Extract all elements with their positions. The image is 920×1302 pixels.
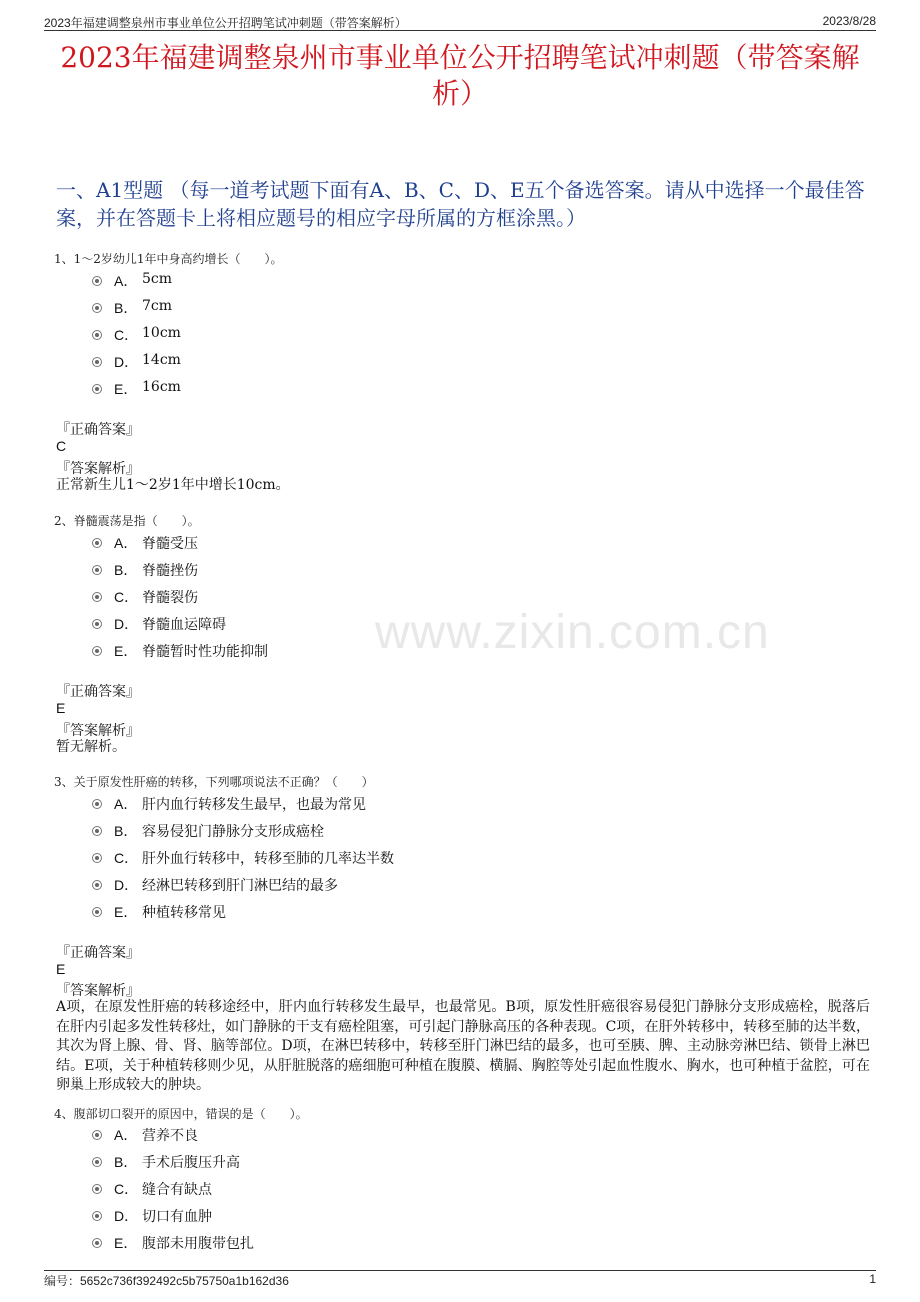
option-text: 缝合有缺点: [142, 1182, 212, 1198]
option-letter: B．: [114, 1154, 138, 1170]
option-text: 5cm: [142, 271, 173, 287]
radio-icon[interactable]: [92, 1184, 102, 1194]
radio-icon[interactable]: [92, 1130, 102, 1140]
footer-divider: [44, 1270, 876, 1271]
option-letter: D．: [114, 354, 139, 370]
document-code: 编号：5652c736f392492c5b75750a1b162d36: [44, 1274, 289, 1288]
option-letter: A．: [114, 273, 138, 289]
header-doc-title: 2023年福建调整泉州市事业单位公开招聘笔试冲刺题（带答案解析）: [44, 16, 407, 30]
option-text: 14cm: [142, 352, 181, 368]
radio-icon[interactable]: [92, 303, 102, 313]
radio-icon[interactable]: [92, 1238, 102, 1248]
option-text: 容易侵犯门静脉分支形成癌栓: [142, 824, 324, 840]
header-divider: [44, 30, 876, 31]
option-letter: C．: [114, 1181, 139, 1197]
explanation-text: A项，在原发性肝癌的转移途经中，肝内血行转移发生最早，也最常见。B项，原发性肝癌很容易侵犯门静脉分支形成癌栓，脱落后在肝内引起多发性转移灶，如门静脉的干支有癌栓阻塞，可引起门静脉高压的各种表现。C项，在肝外转移中，转移至肺的达半数，其次为肾上腺、骨、肾、脑等部位。D项，在淋巴转移中，转移至肝门淋巴结的最多，也可至胰、脾、主动脉旁淋巴结、锁骨上淋巴结。E项，关于种植转移则少见，从肝脏脱落的癌细胞可种植在腹膜、横膈、胸腔等处引起血性腹水、胸水，也可种植于盆腔，可在卵巢上形成较大的肿块。: [56, 999, 870, 1093]
option-text: 经淋巴转移到肝门淋巴结的最多: [142, 878, 338, 894]
question-stem: 1、1～2岁幼儿1年中身高约增长（ ）。: [54, 252, 283, 266]
option-text: 7cm: [142, 298, 173, 314]
question-stem: 3、关于原发性肝癌的转移，下列哪项说法不正确？（ ）: [54, 775, 374, 789]
option-letter: C．: [114, 850, 139, 866]
option-letter: A．: [114, 1127, 138, 1143]
header-date: 2023/8/28: [822, 14, 876, 28]
option-text: 手术后腹压升高: [142, 1155, 240, 1171]
option-text: 脊髓血运障碍: [142, 617, 226, 633]
radio-icon[interactable]: [92, 592, 102, 602]
radio-icon[interactable]: [92, 853, 102, 863]
radio-icon[interactable]: [92, 384, 102, 394]
option-text: 切口有血肿: [142, 1209, 212, 1225]
option-text: 16cm: [142, 379, 181, 395]
explanation-text: 正常新生儿1～2岁1年中增长10cm。: [56, 477, 290, 493]
radio-icon[interactable]: [92, 907, 102, 917]
option-letter: D．: [114, 877, 139, 893]
radio-icon[interactable]: [92, 565, 102, 575]
radio-icon[interactable]: [92, 826, 102, 836]
section-heading: 一、A1型题 （每一道考试题下面有A、B、C、D、E五个备选答案。请从中选择一个最佳答案，并在答题卡上将相应题号的相应字母所属的方框涂黑。）: [56, 178, 865, 230]
question-stem: 4、腹部切口裂开的原因中，错误的是（ ）。: [54, 1107, 308, 1121]
question-stem: 2、脊髓震荡是指（ ）。: [54, 514, 200, 528]
option-letter: E．: [114, 643, 138, 659]
option-letter: D．: [114, 616, 139, 632]
option-text: 种植转移常见: [142, 905, 226, 921]
radio-icon[interactable]: [92, 538, 102, 548]
correct-answer: E: [56, 961, 66, 977]
option-text: 肝外血行转移中，转移至肺的几率达半数: [142, 851, 394, 867]
option-letter: E．: [114, 1235, 138, 1251]
explanation-text: 暂无解析。: [56, 739, 126, 755]
answer-label: 『正确答案』: [56, 945, 140, 961]
option-text: 腹部未用腹带包扎: [142, 1236, 254, 1252]
radio-icon[interactable]: [92, 1211, 102, 1221]
option-text: 肝内血行转移发生最早，也最为常见: [142, 797, 366, 813]
explanation-label: 『答案解析』: [56, 723, 140, 739]
radio-icon[interactable]: [92, 357, 102, 367]
option-letter: E．: [114, 381, 138, 397]
option-letter: B．: [114, 562, 138, 578]
option-text: 脊髓挫伤: [142, 563, 198, 579]
answer-label: 『正确答案』: [56, 684, 140, 700]
option-letter: E．: [114, 904, 138, 920]
radio-icon[interactable]: [92, 799, 102, 809]
explanation-label: 『答案解析』: [56, 983, 140, 999]
watermark: www.zixin.com.cn: [375, 606, 770, 659]
option-letter: C．: [114, 589, 139, 605]
radio-icon[interactable]: [92, 619, 102, 629]
option-letter: A．: [114, 535, 138, 551]
correct-answer: E: [56, 700, 66, 716]
correct-answer: C: [56, 438, 67, 454]
option-text: 营养不良: [142, 1128, 198, 1144]
option-text: 脊髓暂时性功能抑制: [142, 644, 268, 660]
option-letter: B．: [114, 300, 138, 316]
radio-icon[interactable]: [92, 1157, 102, 1167]
option-letter: C．: [114, 327, 139, 343]
option-text: 10cm: [142, 325, 181, 341]
page-header: [44, 10, 876, 30]
radio-icon[interactable]: [92, 880, 102, 890]
explanation-label: 『答案解析』: [56, 461, 140, 477]
option-letter: B．: [114, 823, 138, 839]
option-text: 脊髓裂伤: [142, 590, 198, 606]
radio-icon[interactable]: [92, 646, 102, 656]
option-letter: A．: [114, 796, 138, 812]
option-text: 脊髓受压: [142, 536, 198, 552]
page-title: 2023年福建调整泉州市事业单位公开招聘笔试冲刺题（带答案解析）: [60, 41, 860, 110]
answer-label: 『正确答案』: [56, 422, 140, 438]
radio-icon[interactable]: [92, 276, 102, 286]
radio-icon[interactable]: [92, 330, 102, 340]
option-letter: D．: [114, 1208, 139, 1224]
page-number: 1: [869, 1272, 876, 1286]
